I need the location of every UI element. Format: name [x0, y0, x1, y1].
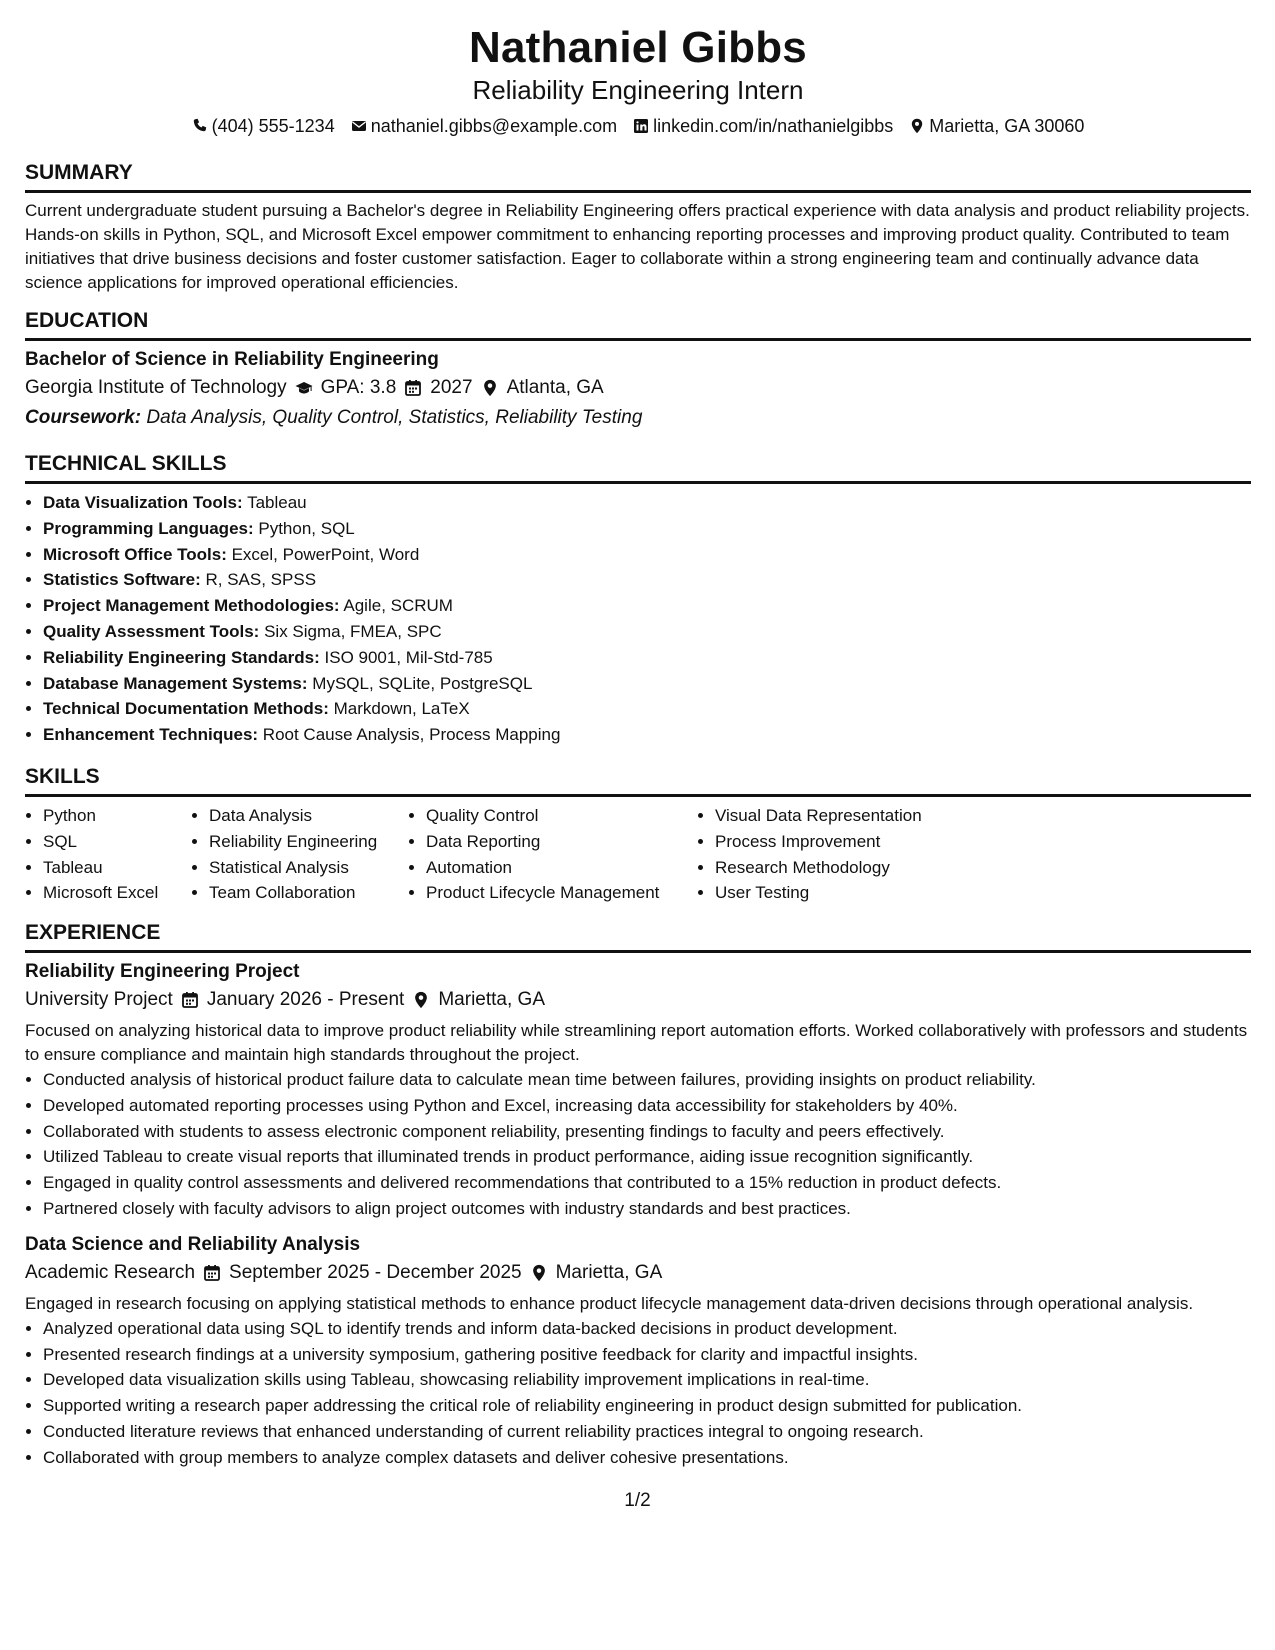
skill-label: Technical Documentation Methods:: [43, 699, 329, 719]
list-item: • User Testing: [715, 880, 997, 906]
map-pin-icon: [909, 118, 925, 134]
list-item: • Collaborated with group members to analyze complex datasets and deliver cohesive presentations.: [43, 1445, 1251, 1471]
skill-label: Database Management Systems:: [43, 673, 308, 693]
contact-location: [909, 114, 1084, 138]
skill-value: Tableau: [247, 493, 307, 512]
resume-header: [25, 0, 1251, 138]
skill-label: Programming Languages:: [43, 518, 254, 538]
list-item: • Research Methodology: [715, 855, 997, 881]
experience-entry: [25, 1232, 1251, 1471]
list-item: [43, 671, 1251, 697]
experience-meta: [25, 1258, 1251, 1288]
gpa-text: GPA: 3.8: [320, 377, 397, 398]
list-item: [43, 593, 1251, 619]
coursework-list: Data Analysis, Quality Control, Statistics, Reliability Testing: [146, 407, 643, 428]
resume-page: [25, 0, 1251, 1467]
coursework-label: Coursework:: [25, 407, 142, 428]
list-item: • Team Collaboration: [209, 880, 408, 906]
school-name: Georgia Institute of Technology: [25, 377, 287, 398]
calendar-icon: [404, 379, 422, 397]
page-number: 1/2: [624, 1490, 651, 1511]
education-heading: EDUCATION: [25, 308, 1251, 341]
list-item: • Analyzed operational data using SQL to identify trends and inform data-backed decisions in product development.: [43, 1316, 1251, 1342]
skill-label: Quality Assessment Tools:: [43, 621, 260, 641]
linkedin-icon: [633, 118, 649, 134]
skill-value: Python, SQL: [258, 518, 355, 538]
technical-skills-list: [25, 490, 1251, 748]
contact-linkedin[interactable]: [633, 114, 893, 138]
experience-heading: EXPERIENCE: [25, 920, 1251, 953]
list-item: • Developed automated reporting processes using Python and Excel, increasing data accessibility for stakeholders by 40%.: [43, 1093, 1251, 1119]
list-item: [43, 516, 1251, 542]
list-item: • Statistical Analysis: [209, 855, 408, 881]
skills-column: [25, 803, 191, 906]
contact-phone[interactable]: [192, 114, 335, 138]
skill-value: Markdown, LaTeX: [333, 699, 470, 719]
map-pin-icon: [481, 379, 499, 397]
summary-heading: SUMMARY: [25, 160, 1251, 193]
list-item: [43, 542, 1251, 568]
calendar-icon: [181, 991, 199, 1009]
skill-value: Agile, SCRUM: [343, 596, 453, 616]
skill-value: Root Cause Analysis, Process Mapping: [262, 725, 561, 745]
list-item: • Data Reporting: [426, 829, 697, 855]
summary-section: [25, 160, 1251, 295]
linkedin-text: linkedin.com/in/nathanielgibbs: [653, 116, 894, 136]
map-pin-icon: [412, 991, 430, 1009]
experience-meta: [25, 985, 1251, 1015]
list-item: • Quality Control: [426, 803, 697, 829]
experience-location: Marietta, GA: [438, 989, 545, 1010]
experience-organization: Academic Research: [25, 1261, 196, 1283]
skill-label: Reliability Engineering Standards:: [43, 647, 320, 667]
list-item: [43, 619, 1251, 645]
list-item: • Collaborated with students to assess electronic component reliability, presenting findings to faculty and peers effectively.: [43, 1119, 1251, 1145]
skills-grid: [25, 803, 1251, 906]
list-item: • Reliability Engineering: [209, 829, 408, 855]
skill-label: Statistics Software:: [43, 570, 201, 590]
contact-email[interactable]: [351, 114, 617, 138]
location-text: Marietta, GA 30060: [929, 116, 1085, 136]
experience-title: Data Science and Reliability Analysis: [25, 1233, 361, 1255]
list-item: • Python: [43, 803, 191, 829]
list-item: • Tableau: [43, 855, 191, 881]
skill-value: MySQL, SQLite, PostgreSQL: [312, 673, 533, 693]
graduation-year: 2027: [430, 377, 473, 398]
list-item: [43, 490, 1251, 516]
experience-description: Focused on analyzing historical data to improve product reliability while streamlining report automation efforts. Worked collaboratively with professors and students to ensure compliance and maintain high standards throughout the project.: [25, 1021, 1248, 1064]
envelope-icon: [351, 118, 367, 134]
skill-label: Microsoft Office Tools:: [43, 544, 227, 564]
experience-bullets: [25, 1316, 1251, 1471]
education-meta: [25, 373, 1251, 403]
skills-column: [697, 803, 997, 906]
list-item: • Utilized Tableau to create visual reports that illuminated trends in product performance, aiding issue recognition significantly.: [43, 1144, 1251, 1170]
skills-column: [191, 803, 408, 906]
summary-text: Current undergraduate student pursuing a Bachelor's degree in Reliability Engineering offers practical experience with data analysis and product reliability projects. Hands-on skills in Python, SQL, and Microsoft Excel empower commitment to enhancing reporting processes and improving product quality. Contributed to team initiatives that drive business decisions and foster customer satisfaction. Eager to collaborate within a strong engineering team and continually advance data science applications for improved operational efficiencies.: [25, 201, 1250, 292]
list-item: • Supported writing a research paper addressing the critical role of reliability engineering in product design submitted for publication.: [43, 1393, 1251, 1419]
technical-skills-section: [25, 451, 1251, 748]
experience-bullets: [25, 1067, 1251, 1222]
experience-entry: [25, 959, 1251, 1222]
experience-dates: September 2025 - December 2025: [229, 1261, 522, 1283]
skills-column: [408, 803, 697, 906]
graduation-cap-icon: [295, 379, 313, 397]
skill-label: Data Visualization Tools:: [43, 493, 243, 512]
experience-location: Marietta, GA: [555, 1261, 663, 1283]
education-section: [25, 308, 1251, 433]
experience-description: Engaged in research focusing on applying statistical methods to enhance product lifecycle management data-driven decisions through operational analysis.: [25, 1293, 1194, 1313]
list-item: • Visual Data Representation: [715, 803, 997, 829]
technical-skills-heading: TECHNICAL SKILLS: [25, 451, 1251, 484]
experience-dates: January 2026 - Present: [206, 989, 405, 1010]
candidate-title: Reliability Engineering Intern: [472, 75, 804, 105]
skill-label: Enhancement Techniques:: [43, 725, 259, 745]
list-item: • Engaged in quality control assessments and delivered recommendations that contributed to a 15% reduction in product defects.: [43, 1170, 1251, 1196]
education-location: Atlanta, GA: [506, 377, 604, 398]
list-item: [43, 567, 1251, 593]
map-pin-icon: [530, 1264, 548, 1282]
list-item: • Developed data visualization skills using Tableau, showcasing reliability improvement implications in real-time.: [43, 1367, 1251, 1393]
candidate-name: Nathaniel Gibbs: [469, 23, 807, 72]
skill-value: ISO 9001, Mil-Std-785: [324, 647, 493, 667]
phone-icon: [192, 118, 208, 134]
list-item: [43, 696, 1251, 722]
email-text: nathaniel.gibbs@example.com: [370, 116, 618, 136]
experience-organization: University Project: [25, 989, 173, 1010]
list-item: • Microsoft Excel: [43, 880, 191, 906]
contact-info: [25, 114, 1251, 138]
list-item: • SQL: [43, 829, 191, 855]
list-item: [43, 645, 1251, 671]
coursework-line: [25, 403, 1251, 433]
experience-section: [25, 920, 1251, 1471]
list-item: • Process Improvement: [715, 829, 997, 855]
skill-value: Six Sigma, FMEA, SPC: [264, 621, 442, 641]
list-item: • Automation: [426, 855, 697, 881]
list-item: • Presented research findings at a university symposium, gathering positive feedback for clarity and impactful insights.: [43, 1342, 1251, 1368]
skill-value: Excel, PowerPoint, Word: [231, 544, 420, 564]
list-item: • Data Analysis: [209, 803, 408, 829]
skill-label: Project Management Methodologies:: [43, 596, 340, 616]
skill-value: R, SAS, SPSS: [205, 570, 317, 590]
calendar-icon: [203, 1264, 221, 1282]
skills-section: [25, 764, 1251, 906]
experience-title: Reliability Engineering Project: [25, 961, 300, 982]
phone-text: (404) 555-1234: [211, 116, 335, 136]
list-item: • Product Lifecycle Management: [426, 880, 697, 906]
list-item: • Conducted literature reviews that enhanced understanding of current reliability practices integral to ongoing research.: [43, 1419, 1251, 1445]
list-item: • Conducted analysis of historical product failure data to calculate mean time between failures, providing insights on product reliability.: [43, 1067, 1251, 1093]
skills-heading: SKILLS: [25, 764, 1251, 797]
list-item: • Partnered closely with faculty advisors to align project outcomes with industry standards and best practices.: [43, 1196, 1251, 1222]
list-item: [43, 722, 1251, 748]
degree-title: Bachelor of Science in Reliability Engineering: [25, 349, 439, 370]
